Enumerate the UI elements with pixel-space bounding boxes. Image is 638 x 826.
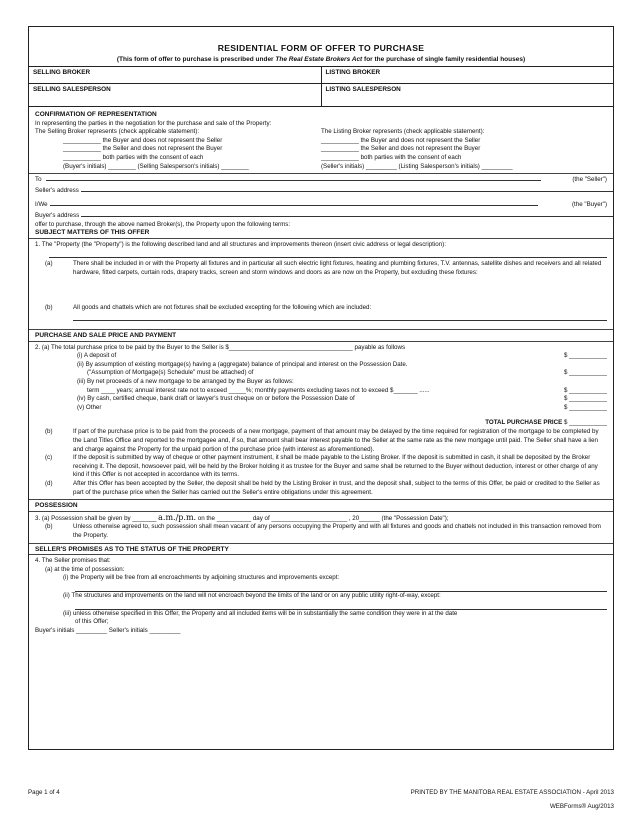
price-cash-line[interactable]: (iv) By cash, certified cheque, bank draft or lawyer's trust cheque on or before the Possession Date of $ ___________ bbox=[77, 395, 607, 403]
initials-line[interactable]: Buyer's initials _________ Seller's initials _________ bbox=[35, 626, 181, 634]
form-box bbox=[28, 26, 614, 750]
page-number: Page 1 of 4 bbox=[28, 789, 60, 796]
webforms-version: WEBForms® Aug/2013 bbox=[549, 803, 614, 810]
selling-title: The Selling Broker represents (check applicable statement): bbox=[35, 128, 200, 136]
representation-columns bbox=[35, 128, 607, 171]
to-line[interactable]: To (the "Seller") bbox=[35, 176, 607, 184]
selling-option-buyer[interactable]: ___________ the Buyer and does not represent the Seller bbox=[63, 136, 223, 144]
selling-option-both[interactable]: ___________ both parties with the consent of each bbox=[63, 153, 204, 161]
promises-ii: (ii) The structures and improvements on the land will not encroach beyond the limits of the land or on any public utility right-of-way, except: bbox=[63, 591, 441, 599]
possession-a[interactable]: 3. (a) Possession shall be given by _______ a.m./p.m. on the __________ day of ______________________ , 20______ (the "Possession Date"); bbox=[35, 512, 449, 522]
iwe-line[interactable]: I/We (the "Buyer") bbox=[35, 201, 607, 209]
divider bbox=[29, 543, 613, 544]
price-deposit-line[interactable]: (i) A deposit of $ ___________ bbox=[77, 352, 607, 360]
divider bbox=[29, 554, 613, 555]
divider bbox=[29, 499, 613, 500]
listing-option-seller[interactable]: ___________ the Seller and does not represent the Buyer bbox=[321, 145, 481, 153]
subject-p1: 1. The "Property (the "Property") is the following described land and all structures and improvements thereon (insert civic address or legal description): bbox=[35, 240, 446, 248]
price-new-mortgage-line[interactable]: term ____ years; annual interest rate not to exceed _____%; monthly payments excluding taxes not to exceed $_______ ...... $ ___________ bbox=[87, 386, 607, 394]
price-b: (b) If part of the purchase price is to be paid from the proceeds of a new mortgage, payment of that amount may be delayed by the time required for registration of the mortgage to be completed by the Land Titles Office and reported to the mortgagee and, if so, that amount shall bear interest payable to the Seller at the same rate as the new mortgage until paid. The Seller shall have a lien and charge against the Property for the unpaid portion of the purchase price (with interest as aforementioned). bbox=[45, 428, 599, 453]
possession-b: (b) Unless otherwise agreed to, such possession shall mean vacant of any persons occupying the Property and with all fixtures and goods and chattels not included in this transaction removed from the Property. bbox=[45, 523, 601, 539]
selling-option-seller[interactable]: ___________ the Seller and does not represent the Buyer bbox=[63, 145, 223, 153]
subject-heading: SUBJECT MATTERS OF THIS OFFER bbox=[35, 229, 150, 237]
selling-initials[interactable]: (Buyer's initials) ________ (Selling Salesperson's initials) ________ bbox=[63, 162, 249, 170]
divider bbox=[29, 173, 613, 174]
promises-iii-a: (iii) unless otherwise specified in this Offer, the Property and all included items will be in substantially the same condition they were in at the date bbox=[63, 609, 458, 617]
form-title: RESIDENTIAL FORM OF OFFER TO PURCHASE bbox=[217, 43, 425, 53]
spacer bbox=[35, 321, 607, 327]
spacer bbox=[35, 278, 607, 304]
possession-heading: POSSESSION bbox=[35, 502, 78, 510]
price-assumption-line[interactable]: ("Assumption of Mortgage(s) Schedule" must be attached) of $ ___________ bbox=[87, 369, 607, 377]
price-new-mortgage-a: (iii) By net proceeds of a new mortgage to be arranged by the Buyer as follows: bbox=[77, 378, 294, 386]
form-page bbox=[28, 26, 614, 750]
property-description-line[interactable] bbox=[49, 249, 607, 258]
price-other-line[interactable]: (v) Other $ ___________ bbox=[77, 403, 607, 411]
divider bbox=[29, 511, 613, 512]
printed-by: PRINTED BY THE MANITOBA REAL ESTATE ASSOCIATION - April 2013 bbox=[410, 789, 614, 796]
right-of-way-line[interactable] bbox=[75, 601, 607, 610]
listing-option-buyer[interactable]: ___________ the Buyer and does not represent the Seller bbox=[321, 136, 481, 144]
price-assumption-a: (ii) By assumption of existing mortgage(s) having a (aggregate) balance of principal and interest on the Possession Date. bbox=[77, 360, 408, 368]
listing-option-both[interactable]: ___________ both parties with the consent of each bbox=[321, 153, 462, 161]
price-d: (d) After this Offer has been accepted by the Seller, the deposit shall be held by the Listing Broker in trust, and the deposit shall, subject to the terms of this Offer, be paid or credited to the Seller as part of the purchase price when the Seller has carried out the Seller's entire obligations under this agreement. bbox=[45, 480, 600, 496]
selling-broker-column bbox=[35, 128, 321, 171]
price-c: (c) If the deposit is submitted by way of cheque or other payment instrument, it shall be made payable to the Listing Broker. If the deposit is submitted in cash, it shall be deposited by the Broker receiving it. The deposit, howsoever paid, will be held by the Broker holding it as trustee for the Buyer and same shall be returned to the Buyer without deduction, interest or other charge of any kind if this Offer is not accepted in accordance with its terms. bbox=[45, 454, 598, 479]
included-items-line[interactable] bbox=[73, 312, 607, 321]
listing-title: The Listing Broker represents (check applicable statement): bbox=[321, 128, 485, 136]
total-price-line[interactable]: TOTAL PURCHASE PRICE $ ___________ bbox=[485, 419, 607, 427]
salesperson-row bbox=[29, 83, 613, 106]
promises-a: (a) at the time of possession: bbox=[45, 565, 125, 573]
selling-broker-field[interactable]: SELLING BROKER bbox=[33, 69, 91, 76]
seller-promises-heading: SELLER'S PROMISES AS TO THE STATUS OF THE PROPERTY bbox=[35, 545, 229, 553]
promises-p4: 4. The Seller promises that: bbox=[35, 557, 111, 565]
subject-b: (b) All goods and chattels which are not fixtures shall be excluded excepting for the following which are included: bbox=[45, 303, 372, 311]
buyer-address-line[interactable]: Buyer's address bbox=[35, 212, 607, 221]
divider bbox=[29, 238, 613, 239]
listing-broker-column bbox=[321, 128, 607, 171]
broker-row bbox=[29, 66, 613, 83]
promises-i: (i) the Property will be free from all encroachments by adjoining structures and improvements except: bbox=[63, 574, 340, 582]
offer-text: offer to purchase, through the above named Broker(s), the Property upon the following terms: bbox=[35, 220, 291, 228]
seller-address-line[interactable]: Seller's address bbox=[35, 187, 607, 196]
promises-iii-b: of this Offer; bbox=[75, 618, 109, 626]
form-subtitle: (This form of offer to purchase is prescribed under The Real Estate Brokers Act for the purchase of single family residential houses) bbox=[116, 56, 526, 63]
price-heading: PURCHASE AND SALE PRICE AND PAYMENT bbox=[35, 332, 177, 340]
representation-intro: In representing the parties in the negotiation for the purchase and sale of the Property: bbox=[35, 119, 272, 127]
selling-salesperson-field[interactable]: SELLING SALESPERSON bbox=[33, 86, 111, 93]
price-p2[interactable]: 2. (a) The total purchase price to be paid by the Buyer to the Seller is $____________________________________ payable as follows bbox=[35, 343, 406, 351]
divider bbox=[29, 341, 613, 342]
listing-broker-field[interactable]: LISTING BROKER bbox=[321, 67, 614, 83]
listing-initials[interactable]: (Seller's initials) _________ (Listing Salesperson's initials) _________ bbox=[321, 162, 513, 170]
listing-salesperson-field[interactable]: LISTING SALESPERSON bbox=[321, 84, 614, 106]
form-body bbox=[29, 106, 613, 749]
encroachments-line[interactable] bbox=[75, 583, 607, 592]
representation-heading: CONFIRMATION OF REPRESENTATION bbox=[35, 111, 157, 118]
subject-a: (a) There shall be included in or with the Property all fixtures and in particular all such electric light fixtures, heating and plumbing fixtures, T.V. antennas, satellite dishes and receivers and all related hardware, fitted carpets, curtain rods, drapery tracks, screen and storm windows and doors as are now on the Property, but excluding these fixtures: bbox=[45, 260, 602, 276]
divider bbox=[29, 329, 613, 330]
